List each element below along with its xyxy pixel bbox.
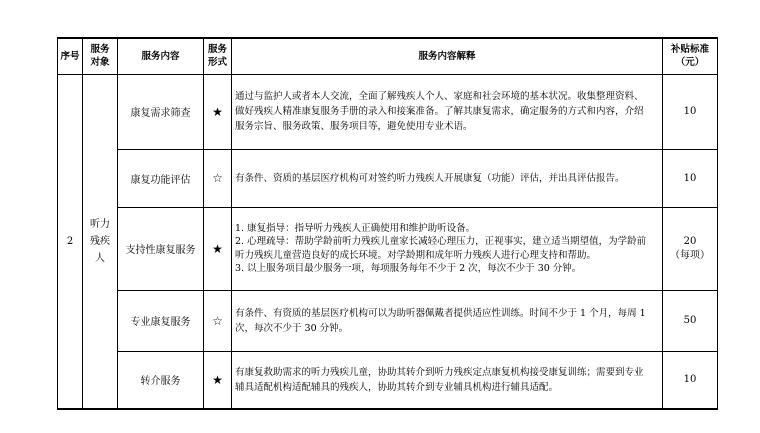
service-form-star: ☆: [204, 149, 232, 207]
header-subsidy: 补贴标准（元）: [663, 38, 718, 74]
explanation-line: 通过与监护人或者本人交流，全面了解残疾人个人、家庭和社会环境的基本状况。收集整理资料、: [235, 91, 644, 102]
explanation-line: 次，每次不少于 30 分钟。: [235, 322, 349, 334]
service-form-star: ☆: [204, 290, 232, 351]
explanation-line: 3. 以上服务项目最少服务一项，每项服务每年不少于 2 次，每次不少于 30 分钟。: [235, 263, 582, 274]
explanation-line: 1. 康复指导：指导听力残疾人正确使用和维护助听设备。: [235, 222, 476, 234]
explanation-line: 2. 心理疏导：帮助学龄前听力残疾儿童家长减轻心理压力，正视事实，建立适当期望值，为学龄前: [235, 236, 647, 247]
service-explanation: [232, 149, 663, 207]
service-table: [57, 37, 718, 410]
service-content: 康复功能评估: [118, 149, 204, 207]
table-row: [58, 290, 718, 351]
header-explanation: 服务内容解释: [232, 38, 663, 74]
table-row: [58, 207, 718, 290]
explanation-line: 听力残疾儿童营造良好的成长环境。对学龄期和成年听力残疾人进行心理支持和帮助。: [235, 249, 597, 261]
table-row: [58, 74, 718, 149]
subsidy-cell: [663, 207, 718, 290]
explanation-line: 服务宗旨、服务政策、服务项目等，避免使用专业术语。: [235, 121, 473, 132]
service-form-star: ★: [204, 207, 232, 290]
service-explanation: [232, 74, 663, 149]
subsidy-value: 20: [683, 235, 697, 247]
subsidy-value: 10: [663, 351, 718, 409]
header-form: 服务形式: [204, 38, 232, 74]
service-form-star: ★: [204, 74, 232, 149]
service-content: 专业康复服务: [118, 290, 204, 351]
header-no: 序号: [58, 38, 83, 74]
service-explanation: [232, 207, 663, 290]
service-explanation: [232, 290, 663, 351]
explanation-line: 有条件、有资质的基层医疗机构可以为助听器佩戴者提供适应性训练。时间不少于 1 个月，每周 1: [235, 307, 646, 319]
service-content: 转介服务: [118, 351, 204, 409]
service-target: 听力残疾人: [83, 74, 118, 409]
header-content: 服务内容: [118, 38, 204, 74]
table-row: [58, 149, 718, 207]
explanation-line: 有条件、资质的基层医疗机构可对签约听力残疾人开展康复（功能）评估，并出具评估报告。: [235, 172, 625, 184]
service-form-star: ★: [204, 351, 232, 409]
table-row: [58, 351, 718, 409]
explanation-line: 辅具适配机构适配辅具的残疾人，协助其转介到专业辅具机构进行辅具适配。: [235, 381, 559, 393]
row-number: 2: [58, 74, 83, 409]
service-explanation: [232, 351, 663, 409]
header-row: [58, 38, 718, 74]
header-target: 服务对象: [83, 38, 118, 74]
explanation-line: 有康复救助需求的听力残疾儿童，协助其转介到听力残疾定点康复机构接受康复训练；需要到专业: [235, 366, 644, 378]
service-content: 支持性康复服务: [118, 207, 204, 290]
service-content: 康复需求筛查: [118, 74, 204, 149]
subsidy-note: （每项）: [670, 249, 710, 261]
explanation-line: 做好残疾人精准康复服务手册的录入和接案准备。了解其康复需求，确定服务的方式和内容，介绍: [235, 106, 644, 117]
subsidy-value: 10: [663, 149, 718, 207]
subsidy-value: 10: [663, 74, 718, 149]
subsidy-value: 50: [663, 290, 718, 351]
